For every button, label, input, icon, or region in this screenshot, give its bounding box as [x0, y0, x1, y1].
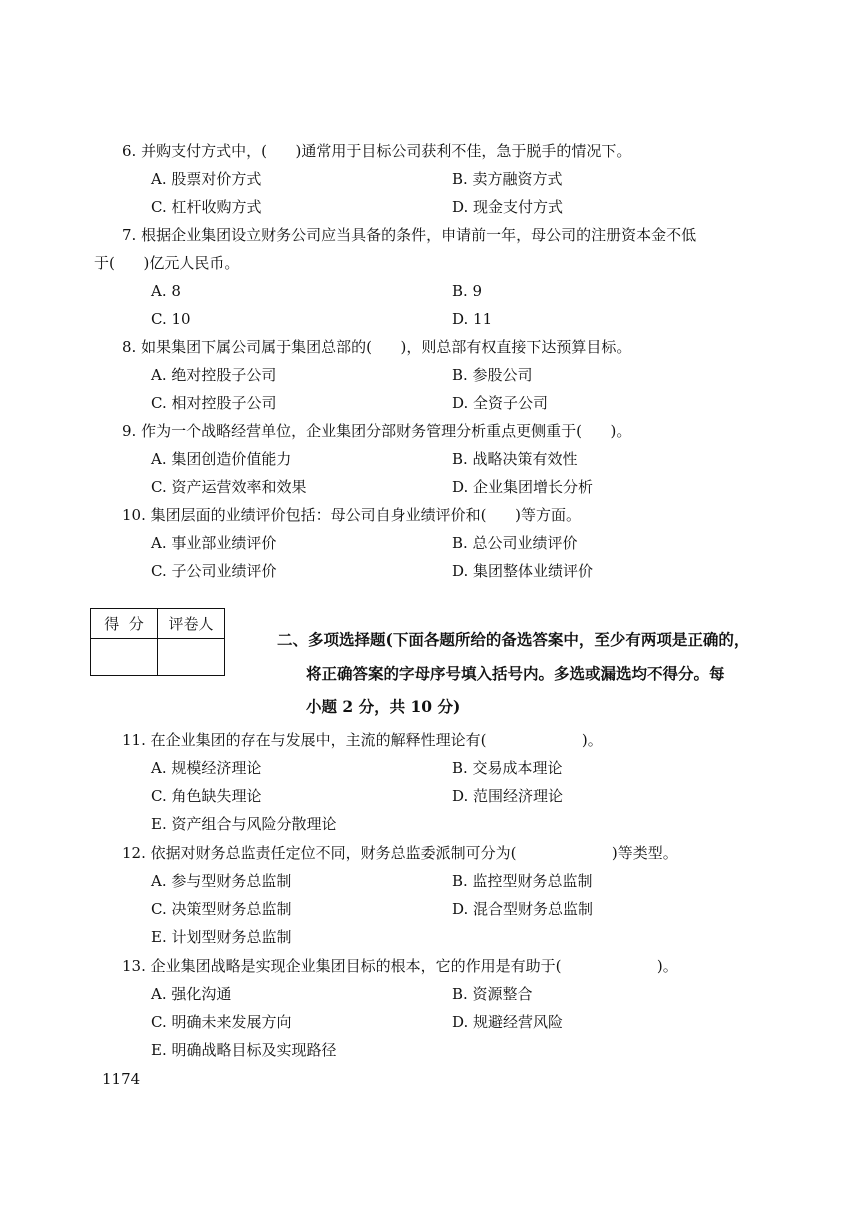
question-7-option-d: D. 11	[452, 310, 493, 328]
question-13-option-e: E. 明确战略目标及实现路径	[151, 1041, 337, 1059]
question-12-option-c: C. 决策型财务总监制	[151, 900, 292, 918]
question-13-option-b: B. 资源整合	[452, 985, 533, 1003]
score-cell	[91, 639, 158, 676]
question-11-option-c: C. 角色缺失理论	[151, 787, 262, 805]
question-8-stem: 8. 如果集团下属公司属于集团总部的( )，则总部有权直接下达预算目标。	[122, 338, 632, 356]
question-8-option-a: A. 绝对控股子公司	[151, 366, 277, 384]
question-8-option-d: D. 全资子公司	[452, 394, 549, 412]
question-13-stem: 13. 企业集团战略是实现企业集团目标的根本，它的作用是有助于( )。	[122, 957, 678, 975]
question-6-option-d: D. 现金支付方式	[452, 198, 564, 216]
question-13-option-d: D. 规避经营风险	[452, 1013, 564, 1031]
question-11-option-e: E. 资产组合与风险分散理论	[151, 815, 337, 833]
question-10-option-d: D. 集团整体业绩评价	[452, 562, 594, 580]
question-7-option-b: B. 9	[452, 282, 483, 300]
question-6-option-c: C. 杠杆收购方式	[151, 198, 262, 216]
question-8-option-c: C. 相对控股子公司	[151, 394, 277, 412]
question-11-option-b: B. 交易成本理论	[452, 759, 563, 777]
question-9-option-b: B. 战略决策有效性	[452, 450, 578, 468]
question-12-option-a: A. 参与型财务总监制	[151, 872, 292, 890]
grader-cell	[158, 639, 225, 676]
question-9-option-d: D. 企业集团增长分析	[452, 478, 594, 496]
section2-heading-line1: 二、多项选择题(下面各题所给的备选答案中，至少有两项是正确的，	[277, 630, 750, 649]
question-11-option-a: A. 规模经济理论	[151, 759, 262, 777]
section2-heading-line3: 小题 2 分，共 10 分)	[306, 697, 461, 716]
question-10-option-a: A. 事业部业绩评价	[151, 534, 277, 552]
question-12-option-d: D. 混合型财务总监制	[452, 900, 594, 918]
question-10-option-c: C. 子公司业绩评价	[151, 562, 277, 580]
question-6-option-a: A. 股票对价方式	[151, 170, 262, 188]
question-12-option-e: E. 计划型财务总监制	[151, 928, 292, 946]
question-6-stem: 6. 并购支付方式中，( )通常用于目标公司获利不佳，急于脱手的情况下。	[122, 142, 632, 160]
question-9-option-a: A. 集团创造价值能力	[151, 450, 292, 468]
score-header: 得 分	[91, 609, 158, 639]
question-11-stem: 11. 在企业集团的存在与发展中，主流的解释性理论有( )。	[122, 731, 603, 749]
question-7-option-c: C. 10	[151, 310, 191, 328]
question-11-option-d: D. 范围经济理论	[452, 787, 564, 805]
question-6-option-b: B. 卖方融资方式	[452, 170, 563, 188]
question-9-option-c: C. 资产运营效率和效果	[151, 478, 307, 496]
question-8-option-b: B. 参股公司	[452, 366, 533, 384]
question-7-stem: 7. 根据企业集团设立财务公司应当具备的条件，申请前一年，母公司的注册资本金不低	[122, 226, 697, 244]
question-10-stem: 10. 集团层面的业绩评价包括：母公司自身业绩评价和( )等方面。	[122, 506, 581, 524]
question-12-stem: 12. 依据对财务总监责任定位不同，财务总监委派制可分为( )等类型。	[122, 844, 678, 862]
score-table	[90, 608, 225, 676]
question-13-option-c: C. 明确未来发展方向	[151, 1013, 292, 1031]
question-13-option-a: A. 强化沟通	[151, 985, 232, 1003]
question-9-stem: 9. 作为一个战略经营单位，企业集团分部财务管理分析重点更侧重于( )。	[122, 422, 632, 440]
section2-heading-line2: 将正确答案的字母序号填入括号内。多选或漏选均不得分。每	[306, 664, 725, 683]
grader-header: 评卷人	[158, 609, 225, 639]
question-12-option-b: B. 监控型财务总监制	[452, 872, 593, 890]
question-7-stem-continued: 于( )亿元人民币。	[94, 254, 240, 272]
question-10-option-b: B. 总公司业绩评价	[452, 534, 578, 552]
question-7-option-a: A. 8	[151, 282, 181, 300]
page-number: 1174	[102, 1070, 141, 1088]
